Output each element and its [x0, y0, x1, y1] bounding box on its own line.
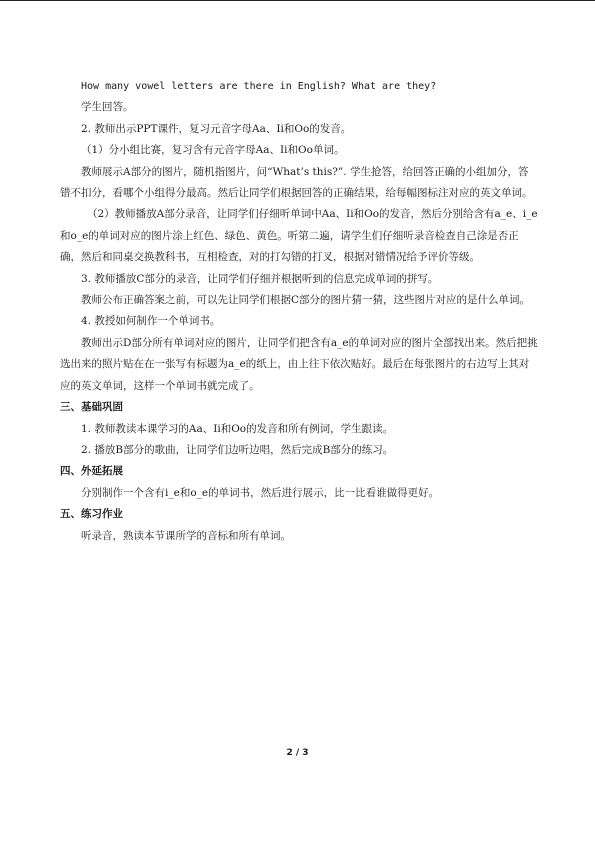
section-heading-consolidation: 三、基础巩固 [60, 401, 123, 414]
paragraph-step-2-1: （1）分小组比赛，复习含有元音字母Aa、Ii和Oo单词。 [81, 144, 345, 157]
paragraph-step-2-2: （2）教师播放A部分录音，让同学们仔细听单词中Aa、Ii和Oo的发音，然后分别给含有a_e、i_e和o_e的单词对应的图片涂上红色、绿色、黄色。听第二遍，请学生们仔细听录音检查自己涂是否正确，然后和同桌交换教科书，互相检查，对的打勾错的打叉，根据对错情况给予评价等级。 [60, 208, 538, 264]
paragraph-consolidation-2: 2. 播放B部分的歌曲，让同学们边听边唱，然后完成B部分的练习。 [81, 443, 394, 456]
page-number: 2 / 3 [286, 748, 309, 758]
paragraph-homework: 听录音，熟读本节课所学的音标和所有单词。 [81, 529, 291, 542]
paragraph-word-book: 教师出示D部分所有单词对应的图片，让同学们把含有a_e的单词对应的图片全部找出来。然后把挑选出来的照片贴在在一张写有标题为a_e的纸上，由上往下依次贴好。最后在每张图片的右边写上其对应的英文单词，这样一个单词书就完成了。 [60, 336, 538, 392]
section-heading-extension: 四、外延拓展 [60, 465, 123, 478]
document-body [60, 76, 538, 547]
paragraph-answer-guess: 教师公布正确答案之前，可以先让同学们根据C部分的图片猜一猜，这些图片对应的是什么单词。 [81, 294, 531, 307]
top-border-line [0, 0, 595, 1]
paragraph-extension: 分别制作一个含有i_e和o_e的单词书，然后进行展示，比一比看谁做得更好。 [81, 486, 440, 499]
section-heading-homework: 五、练习作业 [60, 508, 123, 521]
paragraph-picture-activity: 教师展示A部分的图片，随机指图片，问“What’s this?”. 学生抢答，给回答正确的小组加分，答错不扣分，看哪个小组得分最高。然后让同学们根据回答的正确结果，给每幅图标注对应的英文单词。 [60, 165, 533, 200]
paragraph-step-3: 3. 教师播放C部分的录音，让同学们仔细并根据听到的信息完成单词的拼写。 [81, 272, 439, 285]
paragraph-step-4: 4. 教授如何制作一个单词书。 [81, 315, 221, 328]
paragraph-step-2: 2. 教师出示PPT课件，复习元音字母Aa、Ii和Oo的发音。 [81, 122, 352, 135]
paragraph-consolidation-1: 1. 教师教读本课学习的Aa、Ii和Oo的发音和所有例词，学生跟读。 [81, 422, 394, 435]
paragraph-student-answer: 学生回答。 [81, 101, 134, 114]
paragraph-question: How many vowel letters are there in English? What are they? [81, 81, 437, 92]
